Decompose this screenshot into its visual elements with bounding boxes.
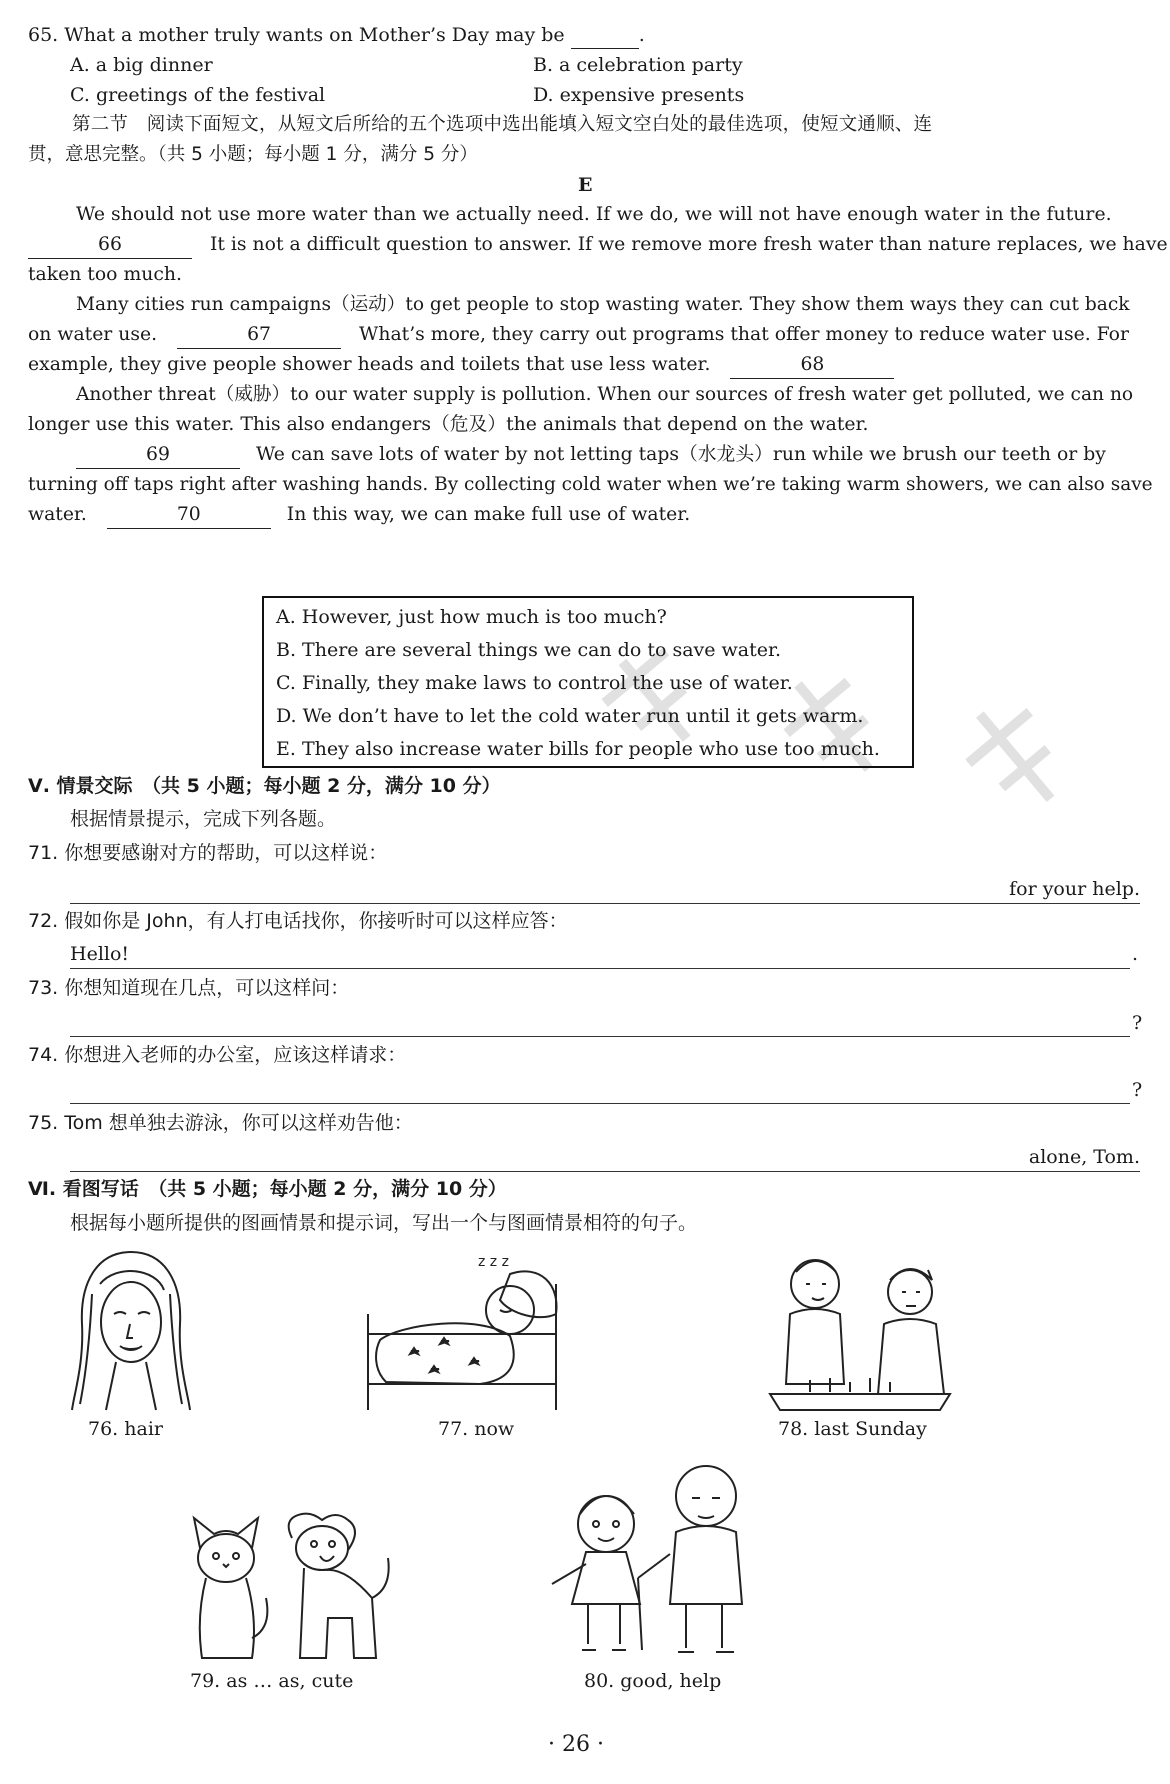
blank-66[interactable]: 66 xyxy=(28,232,192,259)
q73-tail: ? xyxy=(1132,1012,1143,1034)
q65-option-d: D. expensive presents xyxy=(533,84,745,106)
q75-tail: alone, Tom. xyxy=(1028,1146,1140,1168)
section2-intro-line2: 贯，意思完整。（共 5 小题；每小题 1 分，满分 5 分） xyxy=(28,144,478,165)
picture-79-cat-dog xyxy=(176,1508,396,1668)
cat-and-dog-icon xyxy=(176,1508,396,1668)
choice-a[interactable]: A. However, just how much is too much? xyxy=(276,606,667,628)
blank-70[interactable]: 70 xyxy=(107,502,271,529)
choice-c[interactable]: C. Finally, they make laws to control the use of water. xyxy=(276,672,793,694)
blank-69[interactable]: 69 xyxy=(76,442,240,469)
q65-blank[interactable] xyxy=(571,22,639,49)
q72-answer-line[interactable] xyxy=(70,968,1130,969)
q65-option-a: A. a big dinner xyxy=(70,54,213,76)
caption-77: 77. now xyxy=(438,1418,515,1440)
choice-e[interactable]: E. They also increase water bills for people who use too much. xyxy=(276,738,880,760)
passage-p4-line2: turning off taps right after washing hands. By collecting cold water when we’re taking warm showers, we can also save xyxy=(28,474,1153,495)
q72-prompt: 72. 假如你是 John，有人打电话找你，你接听时可以这样应答： xyxy=(28,910,568,932)
sleeping-child-icon xyxy=(360,1244,570,1414)
page-number: · 26 · xyxy=(548,1732,604,1757)
section5-instruction: 根据情景提示，完成下列各题。 xyxy=(70,808,337,830)
girl-helping-old-man-icon xyxy=(546,1454,776,1664)
choice-b[interactable]: B. There are several things we can do to save water. xyxy=(276,639,782,661)
section2-intro-line1: 第二节 阅读下面短文，从短文后所给的五个选项中选出能填入短文空白处的最佳选项，使短文通顺、连 xyxy=(72,114,933,135)
q71-answer-line[interactable] xyxy=(70,903,1140,904)
caption-80: 80. good, help xyxy=(584,1670,722,1692)
passage-p1-line1: We should not use more water than we actually need. If we do, we will not have enough water in the future. xyxy=(76,204,1112,225)
q73-answer-line[interactable] xyxy=(70,1036,1130,1037)
q65-end: . xyxy=(638,24,645,46)
q71-prompt: 71. 你想要感谢对方的帮助，可以这样说： xyxy=(28,842,388,864)
passage-p1-line2-text: It is not a difficult question to answer. If we remove more fresh water than nature replaces, we have xyxy=(209,234,1168,255)
caption-76: 76. hair xyxy=(88,1418,163,1440)
picture-78-chess xyxy=(760,1244,960,1414)
passage-p2-line3 xyxy=(28,352,894,379)
q72-lead: Hello! xyxy=(70,943,130,965)
passage-p4-line3b: In this way, we can make full use of water. xyxy=(286,504,691,525)
passage-p4-line3 xyxy=(28,502,690,529)
picture-80-girl-old-man xyxy=(546,1454,776,1664)
q74-tail: ? xyxy=(1132,1079,1143,1101)
q74-prompt: 74. 你想进入老师的办公室，应该这样请求： xyxy=(28,1044,407,1066)
picture-77-sleeping xyxy=(360,1244,570,1414)
passage-p2-line2b: What’s more, they carry out programs that offer money to reduce water use. For xyxy=(359,324,1129,345)
passage-p1-line2 xyxy=(28,232,1168,259)
section5-title: Ⅴ. 情景交际 （共 5 小题；每小题 2 分，满分 10 分） xyxy=(28,775,501,797)
woman-hair-icon xyxy=(66,1244,196,1414)
passage-p2-line2 xyxy=(28,322,1129,349)
q65-option-c: C. greetings of the festival xyxy=(70,84,326,106)
section6-instruction: 根据每小题所提供的图画情景和提示词，写出一个与图画情景相符的句子。 xyxy=(70,1212,698,1234)
q65-stem-text: 65. What a mother truly wants on Mother’s Day may be xyxy=(28,24,565,46)
caption-78: 78. last Sunday xyxy=(778,1418,927,1440)
q75-prompt: 75. Tom 想单独去游泳，你可以这样劝告他： xyxy=(28,1112,413,1134)
svg-text:z z z: z z z xyxy=(478,1254,509,1270)
blank-68[interactable]: 68 xyxy=(730,352,894,379)
picture-76-woman-hair xyxy=(66,1244,196,1414)
blank-67[interactable]: 67 xyxy=(177,322,341,349)
q75-answer-line[interactable] xyxy=(70,1171,1140,1172)
choice-d[interactable]: D. We don’t have to let the cold water run until it gets warm. xyxy=(276,705,864,727)
passage-p1-line3: taken too much. xyxy=(28,264,182,285)
q74-answer-line[interactable] xyxy=(70,1103,1130,1104)
passage-p2-line3-text: example, they give people shower heads and toilets that use less water. xyxy=(28,354,711,375)
chess-players-icon xyxy=(760,1244,960,1414)
passage-title: E xyxy=(578,174,593,196)
caption-79: 79. as … as, cute xyxy=(190,1670,354,1692)
q73-prompt: 73. 你想知道现在几点，可以这样问： xyxy=(28,977,350,999)
passage-p4-line1-text: We can save lots of water by not letting taps（水龙头）run while we brush our teeth or by xyxy=(255,444,1106,465)
q71-tail: for your help. xyxy=(1009,878,1140,900)
q65-stem xyxy=(28,22,645,49)
passage-p2-line1: Many cities run campaigns（运动）to get people to stop wasting water. They show them ways they can cut back xyxy=(76,294,1130,315)
section6-title: Ⅵ. 看图写话 （共 5 小题；每小题 2 分，满分 10 分） xyxy=(28,1178,507,1200)
passage-p2-line2a: on water use. xyxy=(28,324,158,345)
q65-option-b: B. a celebration party xyxy=(533,54,743,76)
passage-p3-line1: Another threat（威胁）to our water supply is pollution. When our sources of fresh water get polluted, we can no xyxy=(76,384,1134,405)
q72-tail: . xyxy=(1132,943,1139,965)
passage-p4-line1 xyxy=(76,442,1106,469)
passage-p3-line2: longer use this water. This also endangers（危及）the animals that depend on the water. xyxy=(28,414,869,435)
passage-p4-line3a: water. xyxy=(28,504,87,525)
